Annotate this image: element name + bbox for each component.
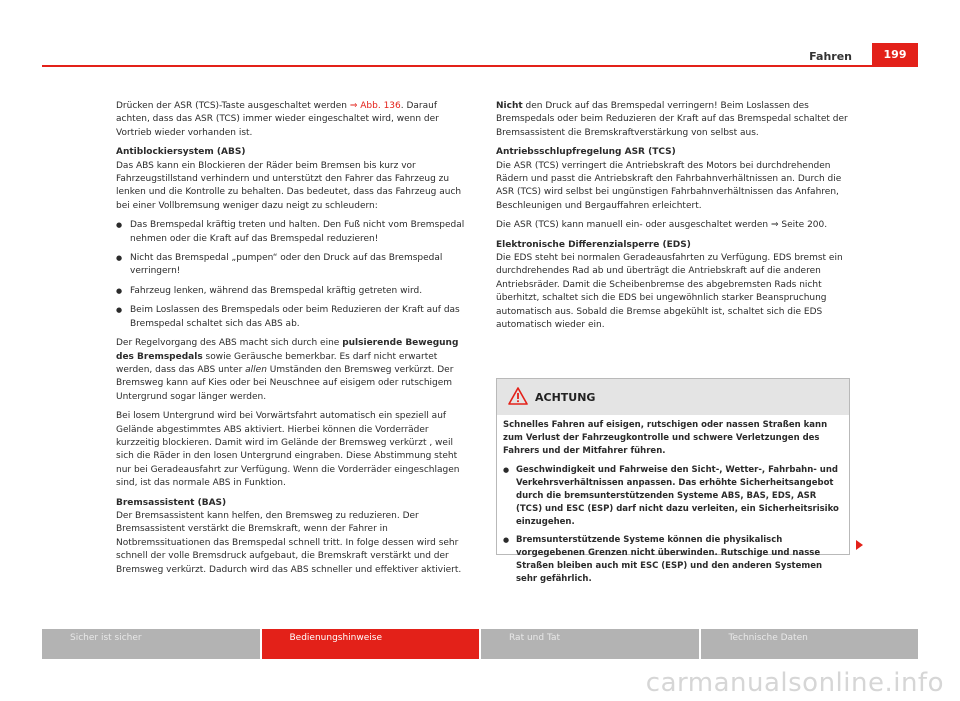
tab-bedienungshinweise[interactable]: Bedienungshinweise [262,629,480,659]
tab-rat-und-tat[interactable]: Rat und Tat [481,629,699,659]
asr-intro-paragraph: Drücken der ASR (TCS)-Taste ausgeschaltet werden ⇒ Abb. 136. Darauf achten, dass das ASR (TCS) immer wieder eingeschaltet wird, wenn der Vortrieb wieder vorhanden ist. [116,101,439,138]
bas-continued-paragraph: Nicht den Druck auf das Bremspedal verringern! Beim Loslassen des Bremspedals oder beim Reduzieren der Kraft auf das Bremspedal schaltet der Bremsassistent die Bremskraftverstärkung von selbst aus. [496,101,848,138]
page-title: Fahren [809,50,852,63]
eds-heading: Elektronische Differenzialsperre (EDS) [496,239,691,250]
eds-text: Die EDS steht bei normalen Geradeausfahrten zu Verfügung. EDS bremst ein durchdrehendes Rad ab und überträgt die Antriebskraft auf die anderen Antriebsräder. Damit die Scheibenbremse des abgebremsten Rads nicht überhitzt, schaltet sich die EDS bei ungewöhnlich starker Beanspruchung automatisch aus. Sobald die Bremse abgekühlt ist, schaltet sich die EDS automatisch wieder ein. [496,253,843,331]
abs-text: Das ABS kann ein Blockieren der Räder beim Bremsen bis kurz vor Fahrzeugstillstand verhindern und unterstützt den Fahrer das Fahrzeug zu lenken und die Kontrolle zu behalten. Das bedeutet, dass das Fahrzeug auch bei einer Vollbremsung weniger dazu neigt zu schleudern: [116,160,462,211]
list-item: ● Nicht das Bremspedal „pumpen“ oder den Druck auf das Bremspedal verringern! [116,252,468,279]
bas-heading: Bremsassistent (BAS) [116,497,227,508]
warning-body [497,415,849,586]
figure-link[interactable]: ⇒ Abb. 136 [349,101,401,111]
warning-box [496,378,850,584]
bas-text: Der Bremsassistent kann helfen, den Bremsweg zu reduzieren. Der Bremsassistent verstärkt die Bremskraft, wenn der Fahrer in Notbremssituationen das Bremspedal schnell tritt. In folge dessen wird sehr schnell der volle Bremsdruck aufgebaut, die Bremskraft verstärkt und der Bremsweg verkürzt. Dadurch wird das ABS schneller und effektiver aktiviert. [116,510,462,575]
list-item: ● Das Bremspedal kräftig treten und halten. Den Fuß nicht vom Bremspedal nehmen oder die Kraft auf das Bremspedal reduzieren! [116,219,468,246]
warning-intro: Schnelles Fahren auf eisigen, rutschigen oder nassen Straßen kann zum Verlust der Fahrzeugkontrolle und schwere Verletzungen des Fahrers und der Mitfahrer führen. [503,420,828,456]
watermark: carmanualsonline.info [645,668,944,698]
list-item: ● Geschwindigkeit und Fahrweise den Sicht-, Wetter-, Fahrbahn- und Verkehrsverhältnissen anpassen. Das erhöhte Sicherheitsangebot durch die bremsunterstützenden Systeme ABS, BAS, EDS, ASR (TCS) und ESC (ESP) darf nicht dazu verleiten, ein Sicherheitsrisiko einzugehen. [503,464,843,529]
list-item: ● Fahrzeug lenken, während das Bremspedal kräftig getreten wird. [116,285,468,298]
tab-technische-daten[interactable]: Technische Daten [701,629,919,659]
loose-ground-paragraph: Bei losem Untergrund wird bei Vorwärtsfahrt automatisch ein speziell auf Gelände abgestimmtes ABS aktiviert. Hierbei können die Vorderräder kurzzeitig blockieren. Damit wird im Gelände der Bremsweg verkürzt , weil sich die Räder in den losen Untergrund eingraben. Diese Abstimmung steht nur bei Geradeausfahrt zur Verfügung. Wenn die Vorderräder eingeschlagen sind, ist das normale ABS in Funktion. [116,411,460,489]
footer-tabs [42,629,918,659]
continue-arrow-icon [856,540,863,550]
warning-header [497,379,849,415]
list-item: ● Bremsunterstützende Systeme können die physikalisch vorgegebenen Grenzen nicht überwinden. Rutschige und nasse Straßen bleiben auch mit ESC (ESP) und den anderen Systemen sehr gefährlich. [503,534,843,586]
page-number: 199 [872,43,918,65]
list-item: ● Beim Loslassen des Bremspedals oder beim Reduzieren der Kraft auf das Bremspedal schaltet sich das ABS ab. [116,304,468,331]
abs-bullet-list [116,219,468,331]
asr-manual-paragraph: Die ASR (TCS) kann manuell ein- oder ausgeschaltet werden ⇒ Seite 200. [496,220,828,231]
asr-heading: Antriebsschlupfregelung ASR (TCS) [496,147,676,158]
warning-triangle-icon [508,387,528,409]
abs-heading: Antiblockiersystem (ABS) [116,147,246,158]
header-rule [42,65,918,67]
warning-title: ACHTUNG [535,391,596,404]
warning-bullet-list [503,464,843,586]
tab-sicher-ist-sicher[interactable]: Sicher ist sicher [42,629,260,659]
asr-text: Die ASR (TCS) verringert die Antriebskraft des Motors bei durchdrehenden Rädern und passt die Antriebskraft den Fahrbahnverhältnissen an. Durch die ASR (TCS) wird selbst bei ungünstigen Fahrbahnverhältnissen das Anfahren, Beschleunigen und Bergauffahren erleichtert. [496,160,842,211]
left-column [116,100,468,583]
right-column [496,100,850,339]
abs-regelvorgang-paragraph: Der Regelvorgang des ABS macht sich durch eine pulsierende Bewegung des Bremspedals sowie Geräusche bemerkbar. Es darf nicht erwartet werden, dass das ABS unter allen Umständen den Bremsweg verkürzt. Der Bremsweg kann auf Kies oder bei Neuschnee auf eisigem oder rutschigem Untergrund sogar länger werden. [116,338,459,402]
